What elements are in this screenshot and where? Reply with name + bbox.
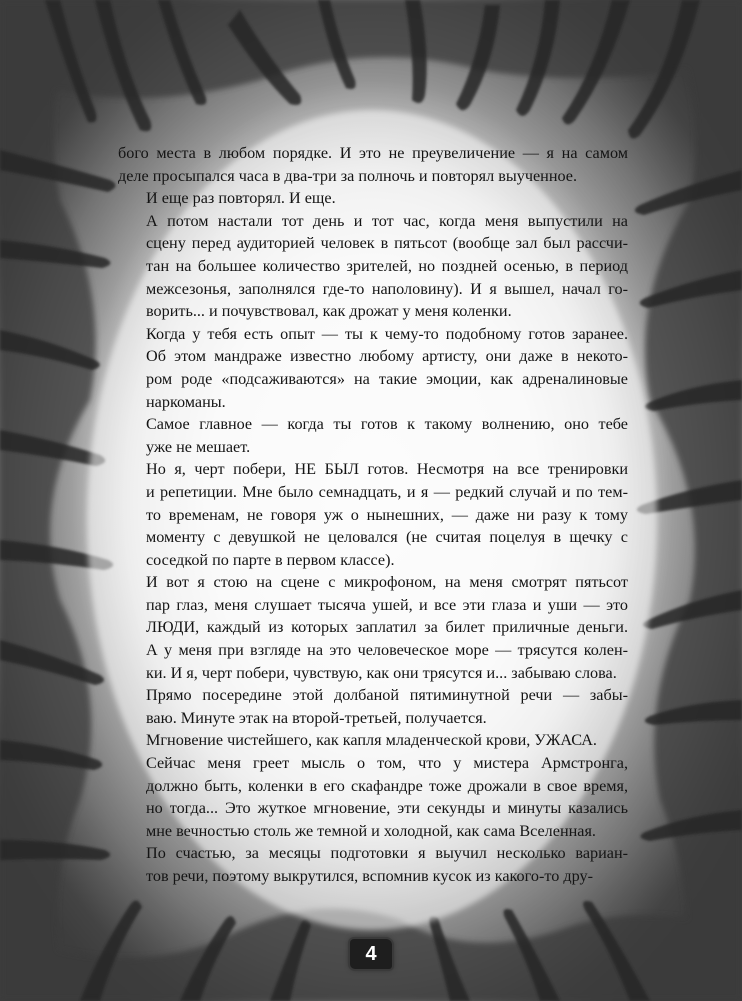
body-text — [118, 142, 628, 888]
text-line: Мгновение чистейшего, как капля младенческой крови, УЖАСА. — [146, 731, 597, 750]
paragraph — [118, 210, 628, 323]
text-line: Самое главное — когда ты готов к такому волнению, оно тебе — [146, 415, 628, 434]
text-line: По счастью, за месяцы подготовки я выучил несколько вариан- — [146, 844, 628, 863]
paragraph — [118, 684, 628, 729]
paragraph — [118, 142, 628, 187]
text-line: ЛЮДИ, каждый из которых заплатил за билет приличные деньги. — [146, 618, 628, 637]
text-line: наркоманы. — [146, 392, 226, 411]
text-line: А у меня при взгляде на это человеческое море — трясутся колен- — [146, 641, 628, 660]
text-line: уже не мешает. — [146, 437, 251, 456]
text-line: должно быть, коленки в его скафандре тоже дрожали в свое время, — [146, 776, 628, 795]
paragraph — [118, 187, 628, 210]
text-line: но тогда... Это жуткое мгновение, эти секунды и минуты казались — [146, 799, 628, 818]
text-line: Прямо посередине этой долбаной пятиминутной речи — забы- — [146, 686, 628, 705]
text-line: мне вечностью столь же темной и холодной, как сама Вселенная. — [146, 821, 596, 840]
text-line: Когда у тебя есть опыт — ты к чему-то подобному готов заранее. — [146, 324, 628, 343]
text-line: бого места в любом порядке. И это не преувеличение — я на самом — [118, 144, 628, 162]
text-line: тан на большее количество зрителей, но поздней осенью, в период — [146, 256, 628, 275]
text-line: Но я, черт побери, НЕ БЫЛ готов. Несмотря на все тренировки — [146, 460, 628, 479]
paragraph — [118, 842, 628, 887]
page-number: 4 — [365, 943, 377, 965]
text-line: ваю. Минуте этак на второй-третьей, получается. — [146, 708, 487, 727]
text-line: моменту с девушкой не целовался (не считая поцелуя в щечку с — [146, 528, 628, 547]
text-line: соседкой по парте в первом классе). — [146, 550, 395, 569]
text-line: пар глаз, меня слушает тысяча ушей, и все эти глаза и уши — это — [146, 595, 628, 614]
paragraph — [118, 413, 628, 458]
text-line: Сейчас меня греет мысль о том, что у мистера Армстронга, — [146, 754, 628, 773]
text-line: И еще раз повторял. И еще. — [146, 189, 336, 208]
text-line: Об этом мандраже известно любому артисту, они даже в некото- — [146, 347, 628, 366]
page-number-badge — [350, 939, 392, 969]
text-line: и репетиции. Мне было семнадцать, и я — редкий случай и по тем- — [146, 482, 628, 501]
text-line: А потом настали тот день и тот час, когда меня выпустили на — [146, 211, 628, 230]
paragraph — [118, 752, 628, 842]
paragraph — [118, 571, 628, 684]
paragraph — [118, 458, 628, 571]
text-line: И вот я стою на сцене с микрофоном, на меня смотрят пятьсот — [146, 573, 628, 592]
text-line: деле просыпался часа в два-три за полночь и повторял выученное. — [118, 166, 578, 185]
text-line: межсезонья, заполнялся где-то наполовину). И я вышел, начал го- — [146, 279, 628, 298]
paragraph — [118, 323, 628, 413]
text-line: то временам, не говоря уж о нынешних, — даже ни разу к тому — [146, 505, 628, 524]
text-line: сцену перед аудиторией человек в пятьсот (вообще зал был рассчи- — [146, 234, 628, 253]
text-line: тов речи, поэтому выкрутился, вспомнив кусок из какого-то дру- — [146, 867, 593, 885]
text-line: ки. И я, черт побери, чувствую, как они трясутся и... забываю слова. — [146, 663, 617, 682]
text-line: ром роде «подсаживаются» на такие эмоции, как адреналиновые — [146, 369, 628, 388]
paragraph — [118, 729, 628, 752]
text-line: ворить... и почувствовал, как дрожат у меня коленки. — [146, 302, 512, 321]
